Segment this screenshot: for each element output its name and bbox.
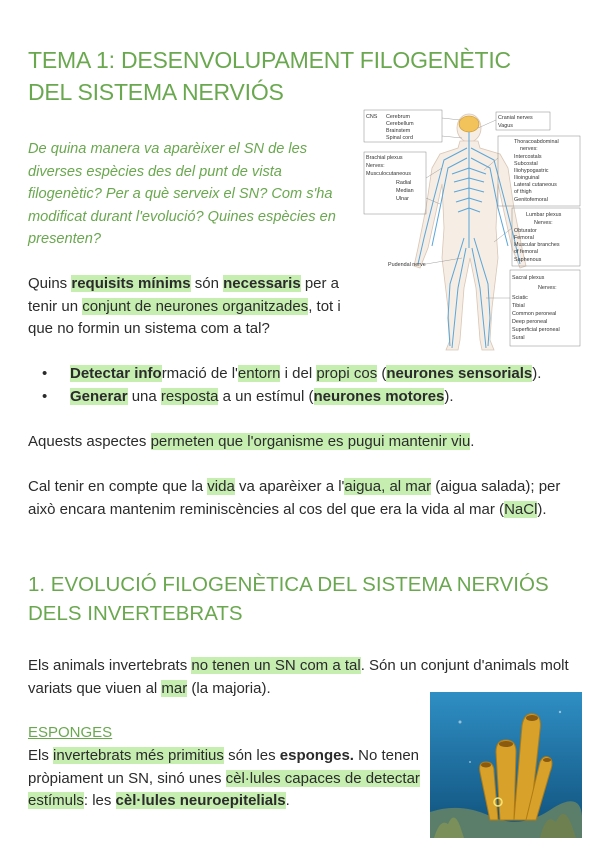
fig-label-superficial-peroneal: Superficial peroneal (512, 327, 560, 333)
text: són les (223, 747, 280, 764)
fig-label-sciatic: Sciatic (512, 295, 528, 301)
fig-label-obturator: Obturator (514, 228, 537, 234)
fig-label-pudendal: Pudendal nerve (388, 262, 426, 268)
text: ). (537, 500, 547, 518)
highlight: cèl·lules neuroepitelials (115, 792, 286, 809)
section-heading (28, 570, 568, 628)
text: Quins (28, 275, 72, 292)
highlight: no tenen un SN com a tal (191, 657, 361, 674)
highlight: NaCl (504, 500, 538, 518)
highlight-neuron-set: conjunt de neurones organitzades (82, 297, 309, 315)
text: rmació de l' (161, 365, 238, 382)
fig-label-of-femoral: of femoral (514, 249, 538, 255)
fig-label-tibial: Tibial (512, 303, 525, 309)
fig-label-intercostals: Intercostals (514, 154, 542, 160)
fig-label-thoracoabdominal: Thoracoabdominal (514, 139, 559, 145)
text: són (190, 275, 224, 292)
fig-label-muscular-branches: Muscular branches (514, 242, 560, 248)
text: . Són un conjunt d'animals molt variats que viuen al (28, 657, 569, 697)
text: va aparèixer a l' (234, 478, 345, 495)
highlight: Generar (70, 387, 128, 405)
fig-label-lumbar: Lumbar plexus (526, 212, 562, 218)
text: Aquests aspectes (28, 433, 151, 450)
text: ). (444, 387, 454, 405)
fig-label-brainstem: Brainstem (386, 128, 411, 134)
fig-label-brachial: Brachial plexus (366, 155, 403, 161)
fig-label-nerves4: Nerves: (538, 285, 557, 291)
fig-label-genitofemoral: Genitofemoral (514, 197, 548, 203)
highlight: neurones motores (313, 387, 445, 405)
highlight: entorn (237, 365, 281, 382)
bullet-icon: • (42, 387, 48, 405)
fig-label-cerebellum: Cerebellum (386, 121, 414, 127)
highlight-necessary: necessaris (223, 275, 301, 292)
nervous-system-figure (362, 108, 584, 358)
highlight: mar (161, 679, 188, 697)
title-line-1: TEMA 1: DESENVOLUPAMENT FILOGENÈTIC (28, 47, 511, 73)
highlight: neurones sensorials (386, 365, 533, 382)
fig-label-ulnar: Ulnar (396, 196, 409, 202)
fig-label-ilioinguinal: Ilioinguinal (514, 175, 540, 181)
text: , tot i que no formin un sistema com a tal? (28, 297, 341, 337)
text: Cal tenir en compte que la (28, 478, 208, 495)
fig-label-median: Median (396, 188, 414, 194)
highlight: propi cos (316, 365, 378, 382)
text: (la majoria). (187, 679, 271, 697)
fig-label-iliohypogastric: Iliohypogastric (514, 168, 549, 174)
highlight: cèl·lules capaces de detectar estímuls (28, 769, 420, 809)
bullet-icon: • (42, 365, 48, 382)
fig-label-of-thigh: of thigh (514, 189, 532, 195)
list-item (28, 363, 548, 386)
requirements-list (28, 363, 548, 408)
subsection-heading-sponges: ESPONGES (28, 724, 113, 741)
text: a un estímul ( (218, 387, 314, 405)
fig-label-cranial: Cranial nerves (498, 115, 533, 121)
fig-label-lateral-cutaneous: Lateral cutaneous (514, 182, 557, 188)
fig-label-femoral: Femoral (514, 235, 534, 241)
highlight: invertebrats més primitius (53, 747, 224, 764)
highlight-minimum-requirements: requisits mínims (71, 275, 191, 292)
paragraph-sea-origin (28, 476, 573, 521)
highlight: permeten que l'organisme es pugui mantenir viu (150, 433, 471, 450)
text: . (285, 792, 290, 809)
fig-label-cns: CNS (366, 114, 378, 120)
fig-label-cerebrum: Cerebrum (386, 114, 410, 120)
paragraph-sponges (28, 745, 428, 813)
fig-label-sural: Sural (512, 335, 525, 341)
text: ( (377, 365, 387, 382)
fig-label-nerves3: Nerves: (534, 220, 553, 226)
bold-text: esponges. (279, 747, 354, 764)
highlight: vida (207, 478, 235, 495)
list-item (28, 386, 548, 409)
title-line-2: DEL SISTEMA NERVIÓS (28, 79, 284, 105)
text: Els (28, 747, 54, 764)
fig-label-nerves2: nerves: (520, 146, 538, 152)
text: Els animals invertebrats (28, 657, 192, 674)
fig-label-deep-peroneal: Deep peroneal (512, 319, 548, 325)
fig-label-spinal-cord: Spinal cord (386, 135, 413, 141)
section-heading-line-1: 1. EVOLUCIÓ FILOGENÈTICA DEL SISTEMA NERVIÓS (28, 573, 549, 596)
fig-label-nerves: Nerves: (366, 163, 385, 169)
text: No tenen pròpiament un SN, sinó unes (28, 747, 420, 787)
section-heading-line-2: DELS INVERTEBRATS (28, 602, 243, 625)
fig-label-saphenous: Saphenous (514, 257, 542, 263)
highlight: aigua, al mar (344, 478, 432, 495)
fig-label-musculocutaneous: Musculocutaneous (366, 171, 411, 177)
intro-questions: De quina manera va aparèixer el SN de les diverses espècies des del punt de vista filogenètic? Per a què serveix el SN? Com s'ha modificat durant l'evolució? Quines espècies en presenten? (28, 141, 336, 247)
page-title (28, 44, 568, 108)
text: i del (280, 365, 317, 382)
text: ). (532, 365, 542, 382)
paragraph-requirements (28, 273, 348, 341)
text: per a tenir un (28, 275, 340, 315)
sponge-photo (430, 692, 582, 838)
fig-label-vagus: Vagus (498, 123, 513, 129)
text: : les (83, 792, 116, 809)
highlight: Detectar info (70, 365, 162, 382)
text: (aigua salada); per això encara mantenim reminiscències al cos del que era la vida al mar ( (28, 478, 561, 518)
text: una (127, 387, 161, 405)
fig-label-subcostal: Subcostal (514, 161, 538, 167)
text: . (470, 433, 475, 450)
fig-label-sacral: Sacral plexus (512, 275, 545, 281)
fig-label-common-peroneal: Common peroneal (512, 311, 557, 317)
highlight: resposta (160, 387, 219, 405)
fig-label-radial: Radial (396, 180, 412, 186)
paragraph-survival (28, 431, 568, 454)
